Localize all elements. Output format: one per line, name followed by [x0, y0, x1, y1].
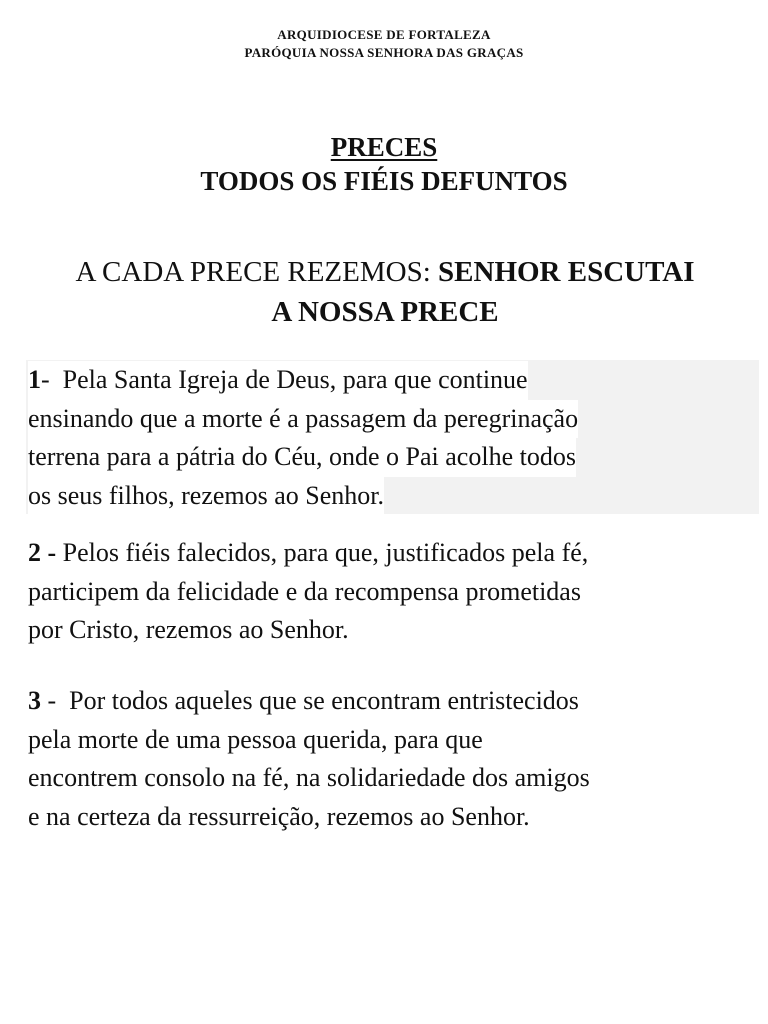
prayer-3-line-4: e na certeza da ressurreição, rezemos ao Senhor.	[28, 801, 530, 831]
instruction-prefix: A CADA PRECE REZEMOS:	[75, 256, 431, 288]
prayer-3-separator: -	[47, 686, 57, 715]
prayer-1-line-1: Pela Santa Igreja de Deus, para que continue	[62, 365, 528, 394]
prayer-3-number: 3	[28, 686, 41, 715]
prayer-2-line-3: por Cristo, rezemos ao Senhor.	[28, 615, 349, 644]
archdiocese-name: ARQUIDIOCESE DE FORTALEZA	[277, 27, 491, 42]
prayer-1	[28, 361, 578, 515]
prayer-3	[28, 682, 590, 836]
prayer-3-line-3: encontrem consolo na fé, na solidariedade dos amigos	[28, 763, 590, 792]
prayer-2-number: 2 -	[28, 538, 57, 567]
prayer-1-line-3: terrena para a pátria do Céu, onde o Pai acolhe todos	[28, 438, 576, 477]
page-title	[0, 130, 768, 198]
prayer-1-line-2: ensinando que a morte é a passagem da peregrinação	[28, 400, 578, 439]
prayer-1-separator: -	[41, 365, 50, 394]
title-subject: TODOS OS FIÉIS DEFUNTOS	[200, 166, 568, 196]
response-text-line2: A NOSSA PRECE	[271, 296, 499, 328]
title-preces: PRECES	[330, 132, 438, 162]
parish-name: PARÓQUIA NOSSA SENHORA DAS GRAÇAS	[244, 45, 524, 60]
document-header	[0, 26, 768, 62]
prayer-1-line-4: os seus filhos, rezemos ao Senhor.	[28, 477, 384, 516]
prayer-2-line-1: Pelos fiéis falecidos, para que, justificados pela fé,	[62, 538, 589, 567]
prayer-3-line-2: pela morte de uma pessoa querida, para que	[28, 724, 483, 754]
response-instruction	[22, 252, 748, 332]
prayer-1-number: 1	[28, 365, 41, 394]
prayer-2-line-2: participem da felicidade e da recompensa prometidas	[28, 576, 581, 606]
prayer-2	[28, 534, 588, 650]
prayer-3-line-1: Por todos aqueles que se encontram entristecidos	[69, 686, 579, 715]
response-text-line1: SENHOR ESCUTAI	[438, 256, 695, 288]
